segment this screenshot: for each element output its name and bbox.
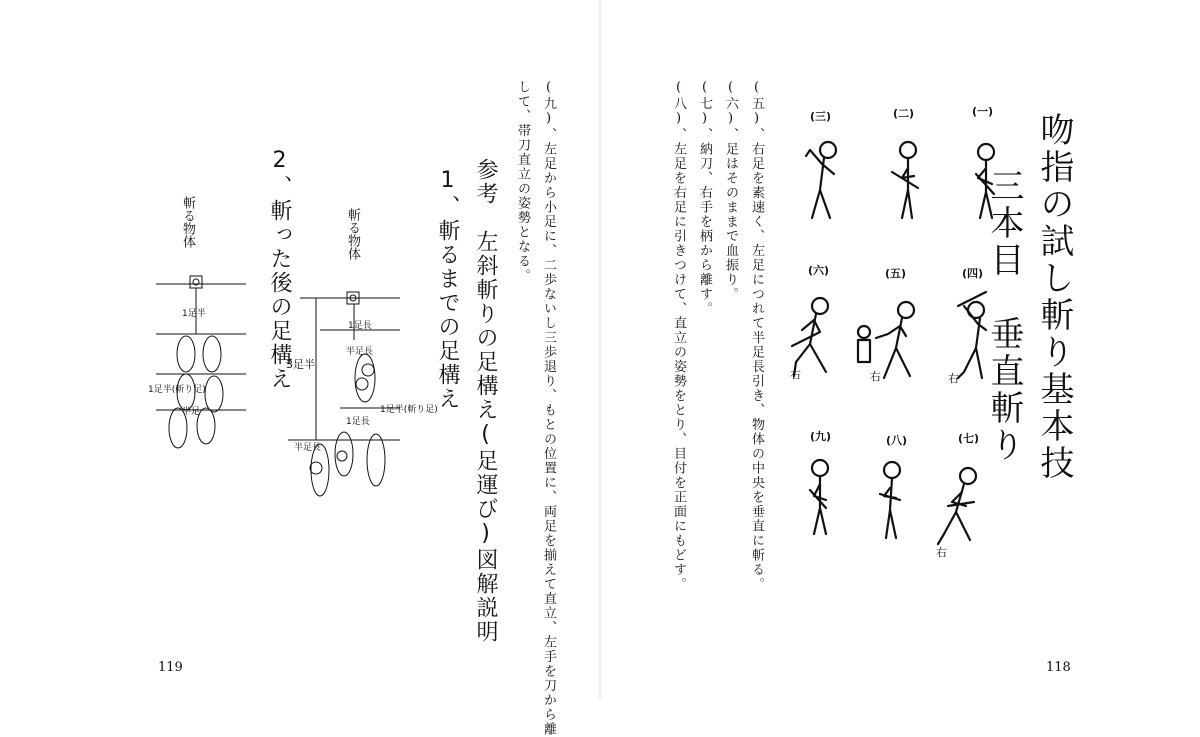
- step-6-text: (六)、足はそのままで血振り。: [723, 80, 738, 302]
- stick-figures-illustration: [780, 120, 1040, 560]
- diagram1-half-foot: 半足長: [346, 347, 374, 357]
- label-right-6: 右: [790, 368, 801, 381]
- figure-number-7: (七): [958, 432, 980, 445]
- figure-number-5: (五): [885, 267, 907, 280]
- diagram1-half-b: 半足長: [294, 443, 322, 453]
- page-title: 吻指の試し斬り基本技: [1034, 112, 1074, 482]
- object-label-2: 斬る物体: [180, 196, 195, 248]
- stick-figure-7: [938, 468, 976, 544]
- stick-figure-3: [806, 142, 836, 218]
- stick-figure-1: [976, 144, 994, 218]
- figure-number-2: (二): [893, 107, 915, 120]
- diagram1-one-foot: 1足長: [348, 321, 372, 331]
- page-number-left: 119: [158, 660, 183, 675]
- figure-number-9: (九): [810, 430, 832, 443]
- figure-number-4: (四): [962, 267, 984, 280]
- diagram2-half: 半足: [182, 407, 201, 417]
- step-5-text: (五)、右足を素速く、左足につれて半足長引き、物体の中央を垂直に斬る。: [749, 80, 764, 592]
- object-label-1: 斬る物体: [345, 208, 360, 260]
- stick-figure-8: [880, 462, 900, 538]
- section-2-heading: 2、斬った後の足構え: [267, 148, 292, 391]
- diagram2-one-half-cut: 1足半(斬り足): [148, 385, 206, 395]
- label-right-4: 右: [948, 372, 959, 385]
- label-right-5: 右: [870, 370, 881, 383]
- diagram1-one-foot-b: 1足長: [346, 417, 370, 427]
- reference-title: 参考 左斜斬りの足構え(足運び)図解説明: [473, 158, 498, 644]
- step-8-text: (八)、左足を右足に引きつけて、直立の姿勢をとり、目付を正面にもどす。: [671, 80, 686, 592]
- figure-number-8: (八): [886, 434, 908, 447]
- diagram2-one-half: 1足半: [182, 309, 206, 319]
- stick-figure-6: [792, 298, 828, 376]
- step-9-text-cont: して、帯刀直立の姿勢となる。: [515, 80, 530, 283]
- section-1-heading: 1、斬るまでの足構え: [435, 168, 460, 411]
- figure-number-6: (六): [808, 264, 830, 277]
- footwork-diagram-after-cut: [146, 270, 256, 470]
- diagram1-three-half: 3足半: [286, 358, 315, 371]
- label-right-7: 右: [936, 546, 947, 559]
- stick-figure-4: [958, 292, 986, 378]
- step-9-text: (九)、左足から小足に、二歩ないし三歩退り、もとの位置に、両足を揃えて直立、左手を刀から離: [541, 80, 556, 737]
- stick-figure-9: [810, 460, 828, 534]
- diagram1-one-half-cut: 1足半(斬り足): [380, 405, 438, 415]
- figure-number-3: (三): [810, 110, 832, 123]
- stick-figure-5: [858, 302, 914, 378]
- step-7-text: (七)、納刀、右手を柄から離す。: [697, 80, 712, 316]
- page-number-right: 118: [1046, 660, 1071, 675]
- figure-number-1: (一): [972, 105, 994, 118]
- footwork-diagram-before-cut: [280, 280, 420, 520]
- stick-figure-2: [892, 142, 918, 218]
- page-gutter: [599, 0, 601, 700]
- page-subtitle: 三本目 垂直斬り: [984, 168, 1024, 464]
